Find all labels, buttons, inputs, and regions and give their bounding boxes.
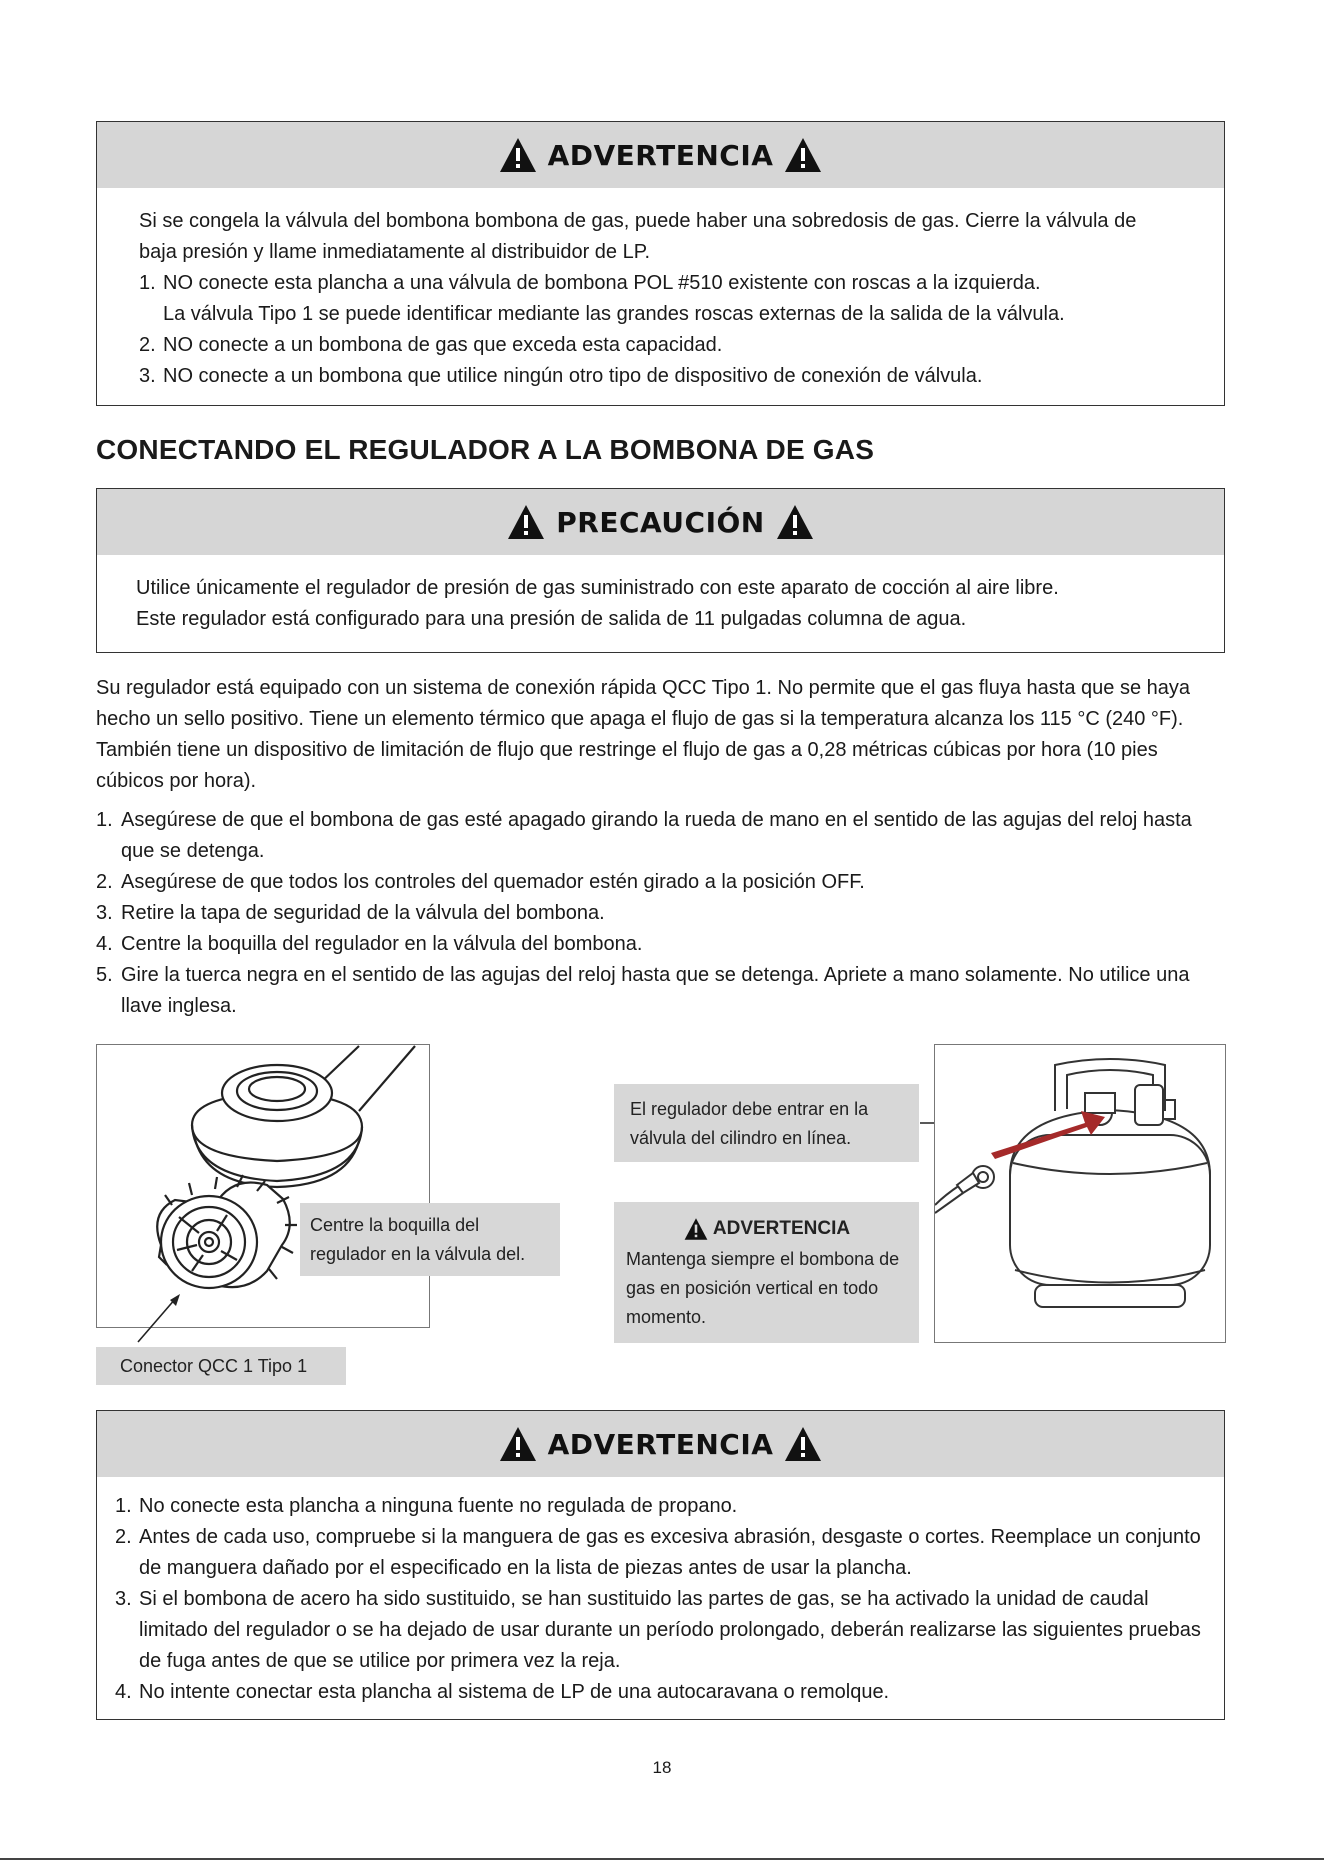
section-title: CONECTANDO EL REGULADOR A LA BOMBONA DE GAS bbox=[96, 434, 875, 465]
small-warning bbox=[614, 1202, 919, 1343]
item-number: 1. bbox=[139, 272, 156, 294]
item-text: Si el bombona de acero ha sido sustituido, se han sustituido las partes de gas, se ha activado la unidad de caudal limitado del regulador o se ha dejado de usar durante un período prolongado, deberán realizarse las siguientes pruebas de fuga antes de que se utilice por primera vez la reja. bbox=[139, 1588, 1201, 1672]
warning-body bbox=[97, 1477, 1224, 1708]
caution-header bbox=[97, 489, 1224, 555]
step-item bbox=[96, 867, 1236, 898]
small-warning-text: Mantenga siempre el bombona de gas en posición vertical en todo momento. bbox=[626, 1249, 900, 1327]
step-number: 4. bbox=[96, 933, 113, 955]
bottom-rule bbox=[0, 1858, 1324, 1860]
step-item bbox=[96, 960, 1236, 1022]
step-text: Retire la tapa de seguridad de la válvula del bombona. bbox=[121, 902, 605, 924]
warning-item bbox=[139, 330, 1184, 361]
item-number: 3. bbox=[115, 1588, 132, 1610]
caution-box bbox=[96, 488, 1225, 653]
item-text-continuation: La válvula Tipo 1 se puede identificar mediante las grandes roscas externas de la salida de la válvula. bbox=[163, 303, 1065, 325]
warning-triangle-icon bbox=[498, 1425, 538, 1463]
regulator-illustration bbox=[96, 1044, 430, 1328]
item-text-line: NO conecte esta plancha a una válvula de bombona POL #510 existente con roscas a la izquierda. bbox=[163, 272, 1041, 294]
step-number: 5. bbox=[96, 964, 113, 986]
item-text: NO conecte a un bombona de gas que exceda esta capacidad. bbox=[163, 334, 723, 356]
warning-item bbox=[115, 1584, 1206, 1677]
item-text: No conecte esta plancha a ninguna fuente no regulada de propano. bbox=[139, 1495, 738, 1517]
warning-triangle-icon bbox=[506, 503, 546, 541]
warning-item bbox=[115, 1491, 1206, 1522]
item-number: 3. bbox=[139, 365, 156, 387]
intro-paragraph: Su regulador está equipado con un sistema de conexión rápida QCC Tipo 1. No permite que el gas fluya hasta que se haya hecho un sello positivo. Tiene un elemento térmico que apaga el flujo de gas si la temperatura alcanza los 115 °C (240 °F). También tiene un dispositivo de limitación de flujo que restringe el flujo de gas a 0,28 métricas cúbicas por hora (10 pies cúbicos por hora). bbox=[96, 677, 1191, 792]
step-text: Asegúrese de que el bombona de gas esté apagado girando la rueda de mano en el sentido de las agujas del reloj hasta que se detenga. bbox=[121, 809, 1192, 862]
page-number: 18 bbox=[652, 1758, 672, 1777]
warning-body bbox=[97, 188, 1224, 392]
step-item bbox=[96, 929, 1236, 960]
warning-header bbox=[97, 122, 1224, 188]
inline-note bbox=[614, 1084, 919, 1162]
item-number: 2. bbox=[115, 1526, 132, 1548]
step-number: 1. bbox=[96, 809, 113, 831]
small-warning-title: ADVERTENCIA bbox=[712, 1218, 851, 1239]
item-text: No intente conectar esta plancha al sistema de LP de una autocaravana o remolque. bbox=[139, 1681, 890, 1703]
item-text: NO conecte a un bombona que utilice ningún otro tipo de dispositivo de conexión de válvula. bbox=[163, 365, 983, 387]
connector-text: Conector QCC 1 Tipo 1 bbox=[120, 1356, 308, 1376]
caution-title: PRECAUCIÓN bbox=[556, 505, 765, 539]
inline-note-text: El regulador debe entrar en la válvula del cilindro en línea. bbox=[630, 1099, 869, 1148]
step-text: Asegúrese de que todos los controles del quemador estén girado a la posición OFF. bbox=[121, 871, 865, 893]
center-nozzle-text: Centre la boquilla del regulador en la válvula del. bbox=[310, 1215, 526, 1264]
item-number: 1. bbox=[115, 1495, 132, 1517]
warning-header bbox=[97, 1411, 1224, 1477]
caution-line: Utilice únicamente el regulador de presión de gas suministrado con este aparato de cocción al aire libre. bbox=[136, 577, 1059, 599]
item-number: 2. bbox=[139, 334, 156, 356]
tank-illustration bbox=[934, 1044, 1226, 1343]
item-number: 4. bbox=[115, 1681, 132, 1703]
regulator-drawing bbox=[97, 1045, 429, 1327]
connector-label bbox=[96, 1347, 346, 1385]
warning-title: ADVERTENCIA bbox=[547, 138, 774, 172]
item-text bbox=[163, 268, 1184, 330]
warning-item bbox=[139, 361, 1184, 392]
caution-line: Este regulador está configurado para una presión de salida de 11 pulgadas columna de agua. bbox=[136, 608, 967, 630]
steps-list bbox=[96, 805, 1236, 1022]
warning-item bbox=[115, 1677, 1206, 1708]
small-warning-header bbox=[626, 1214, 907, 1243]
warning-triangle-icon bbox=[783, 1425, 823, 1463]
step-text: Gire la tuerca negra en el sentido de las agujas del reloj hasta que se detenga. Apriete a mano solamente. No utilice una llave inglesa. bbox=[121, 964, 1190, 1017]
warning-triangle-icon bbox=[775, 503, 815, 541]
warning-box-top bbox=[96, 121, 1225, 406]
step-number: 2. bbox=[96, 871, 113, 893]
center-nozzle-label bbox=[300, 1203, 560, 1276]
warning-item bbox=[115, 1522, 1206, 1584]
caution-body bbox=[97, 555, 1224, 635]
item-text: Antes de cada uso, compruebe si la manguera de gas es excesiva abrasión, desgaste o cortes. Reemplace un conjunto de manguera dañado por el especificado en la lista de piezas antes de usar la plancha. bbox=[139, 1526, 1201, 1579]
warning-item bbox=[139, 268, 1184, 330]
step-number: 3. bbox=[96, 902, 113, 924]
warning-title: ADVERTENCIA bbox=[547, 1427, 774, 1461]
warning-triangle-icon bbox=[683, 1217, 709, 1241]
propane-tank-drawing bbox=[935, 1045, 1225, 1342]
warning-intro: Si se congela la válvula del bombona bombona de gas, puede haber una sobredosis de gas. Cierre la válvula de baja presión y llame inmediatamente al distribuidor de LP. bbox=[139, 210, 1137, 263]
warning-triangle-icon bbox=[498, 136, 538, 174]
pointer-arrow bbox=[130, 1290, 190, 1350]
step-text: Centre la boquilla del regulador en la válvula del bombona. bbox=[121, 933, 643, 955]
warning-box-bottom bbox=[96, 1410, 1225, 1720]
step-item bbox=[96, 805, 1236, 867]
warning-triangle-icon bbox=[783, 136, 823, 174]
step-item bbox=[96, 898, 1236, 929]
